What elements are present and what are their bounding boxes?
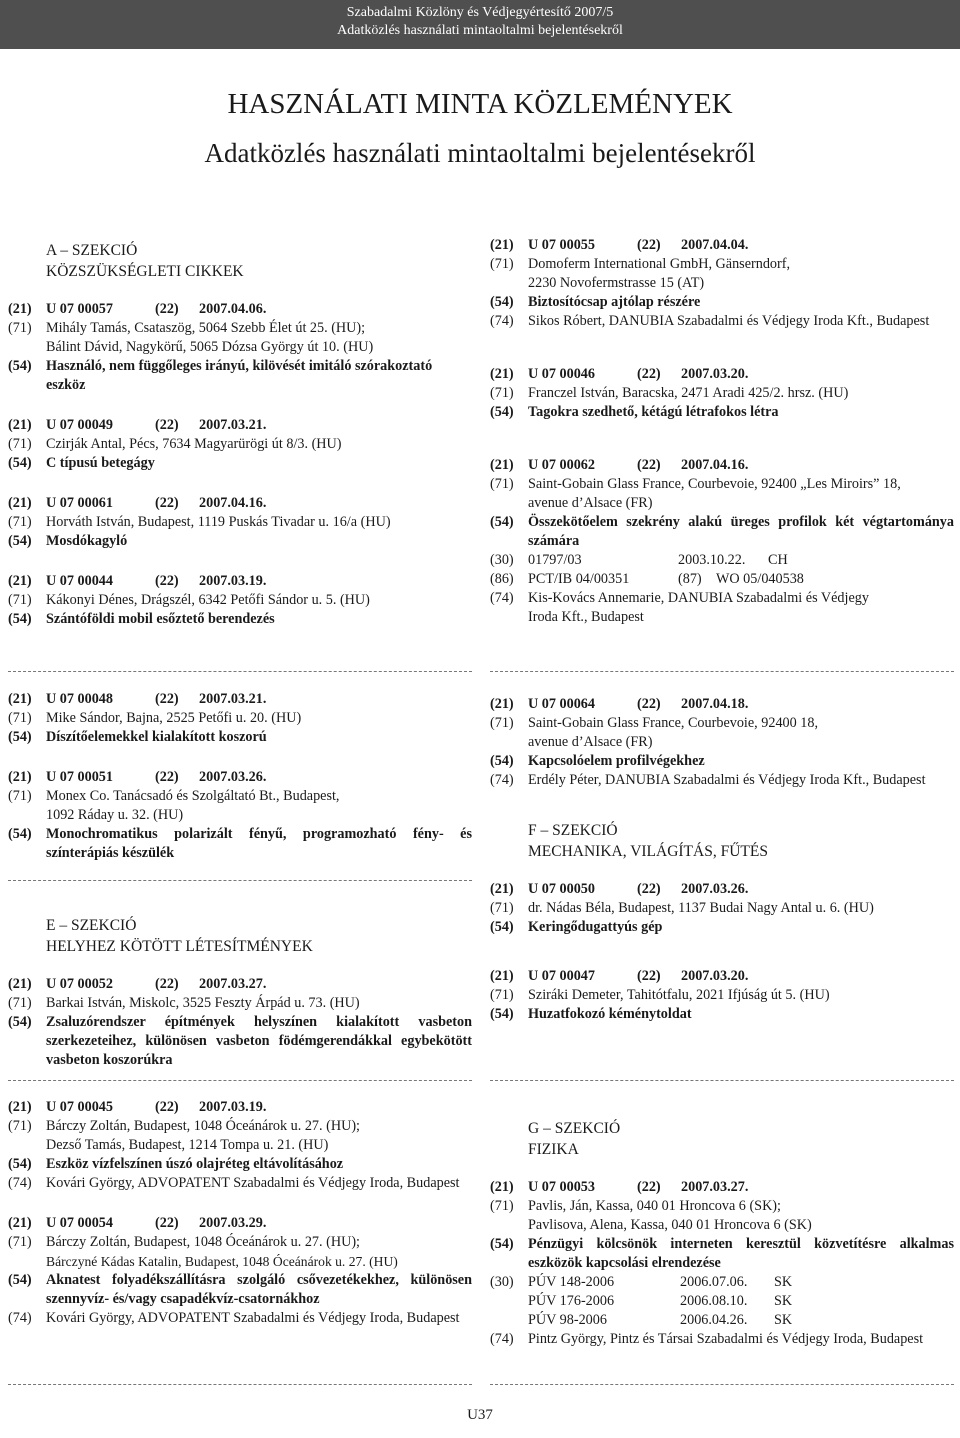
record-u0700053: (21) U 07 00053 (22) 2007.03.27. (71) Pavlis, Ján, Kassa, 040 01 Hroncova 6 (SK); Pavlisova, Alena, Kassa, 040 01 Hroncova 6 (SK) (54) Pénzügyi kölcsönök interneten keresztül közvetítésre alkalmas eszközök kapcsolási elrendezése (30) PÚV 148-2006 2006.07.06. SK PÚV 176-2006 2006.08.10. SK PÚV 98-2006 2006.04.26. SK (74) Pintz György, Pintz és Társai Szabadalmi és Védjegy Iroda, Budapest [490,1179,954,1347]
left-column-upper [8,240,472,650]
record-u0700051: (21) U 07 00051 (22) 2007.03.26. (71) Monex Co. Tanácsadó és Szolgáltató Bt., Budapest, 1092 Ráday u. 32. (HU) (54) Monochromatikus polarizált fényű, programozható fény- és színterápiás készülék [8,769,472,861]
section-letter: A – SZEKCIÓ [46,242,138,259]
filing-date: 2007.04.06. [199,301,267,317]
left-column-lower [8,1098,472,1349]
applicant: Bálint Dávid, Nagykörű, 5065 Dózsa György út 10. (HU) [46,339,374,355]
page-title: HASZNÁLATI MINTA KÖZLEMÉNYEK [227,88,733,120]
record-u0700049: (21) U 07 00049 (22) 2007.03.21. (71) Czirják Antal, Pécs, 7634 Magyarürögi út 8/3. (HU) (54) C típusú betegágy [8,417,342,471]
page-number: U37 [467,1407,493,1423]
record-u0700061: (21) U 07 00061 (22) 2007.04.16. (71) Horváth István, Budapest, 1119 Puskás Tivadar u. 16/a (HU) (54) Mosdókagyló [8,495,391,549]
record-u0700054: (21) U 07 00054 (22) 2007.03.29. (71) Bárczy Zoltán, Budapest, 1048 Óceánárok u. 27. (HU); Bárczyné Kádas Katalin, Budapest, 1048 Óceánárok u. 27. (HU) (54) Aknatest folyadékszállításra szolgáló csővezetékekhez, különösen szennyvíz- és/vagy csapadékvíz-csatornákhoz (74) Kovári György, ADVOPATENT Szabadalmi és Védjegy Iroda, Budapest [8,1215,472,1326]
record-u0700052: (21) U 07 00052 (22) 2007.03.27. (71) Barkai István, Miskolc, 3525 Feszty Árpád u. 73. (HU) (54) Zsaluzórendszer építmények helyszínen kialakított vasbeton szerkezeteihez, különösen vasbeton födémgerendákkal egybekötött vasbeton koszorúkra [8,976,472,1068]
record-u0700046: (21) U 07 00046 (22) 2007.03.20. (71) Franczel István, Baracska, 2471 Aradi 425/2. hrsz. (HU) (54) Tagokra szedhető, kétágú létrafokos létra [490,366,849,420]
divider [8,880,472,881]
section-a-heading [8,240,472,282]
left-column-middle [8,690,472,884]
application-number: U 07 00057 [46,301,113,317]
divider [8,1080,472,1081]
applicant: Mihály Tamás, Csataszög, 5064 Szebb Élet út 25. (HU); [46,320,366,336]
record-u0700057: (21) U 07 00057 (22) 2007.04.06. (71) Mihály Tamás, Csataszög, 5064 Szebb Élet út 25. (HU); Bálint Dávid, Nagykörű, 5065 Dózsa György út 10. (HU) (54) Használó, nem függőleges irányú, kilövését imitáló szórakoztató eszköz [8,300,472,395]
header-subtitle: Adatközlés használati mintaoltalmi bejelentésekről [337,23,623,38]
journal-title: Szabadalmi Közlöny és Védjegyértesítő 2007/5 [346,5,614,20]
right-column-middle [490,695,954,1045]
record-u0700055: (21) U 07 00055 (22) 2007.04.04. (71) Domoferm International GmbH, Gänserndorf, 2230 Novofermstrasse 15 (AT) (54) Biztosítócsap ajtólap részére (74) Sikos Róbert, DANUBIA Szabadalmi és Védjegy Iroda Kft., Budapest [490,237,930,329]
section-e-heading: E – SZEKCIÓ HELYHEZ KÖTÖTT LÉTESÍTMÉNYEK [46,917,313,955]
section-f-heading: F – SZEKCIÓ MECHANIKA, VILÁGÍTÁS, FŰTÉS [528,822,768,860]
right-column-lower [490,1118,954,1370]
divider [490,1384,954,1385]
divider [490,671,954,672]
record-u0700062: (21) U 07 00062 (22) 2007.04.16. (71) Saint-Gobain Glass France, Courbevoie, 92400 „Les Miroirs” 18, avenue d’Alsace (FR) (54) Összekötőelem szekrény alakú üreges profilok két végtartománya számára (30) 01797/03 2003.10.22. CH (86) PCT/IB 04/00351 (87) WO 05/040538 (74) Kis-Kovács Annemarie, DANUBIA Szabadalmi és Védjegy Iroda Kft., Budapest [490,457,954,625]
page-subtitle: Adatközlés használati mintaoltalmi bejelentésekről [204,138,756,168]
right-column-upper [490,236,954,648]
left-column-section-e [8,915,472,1091]
record-u0700050: (21) U 07 00050 (22) 2007.03.26. (71) dr. Nádas Béla, Budapest, 1137 Budai Nagy Antal u. 6. (HU) (54) Keringődugattyús gép [490,881,874,935]
divider [490,1080,954,1081]
record-u0700045: (21) U 07 00045 (22) 2007.03.19. (71) Bárczy Zoltán, Budapest, 1048 Óceánárok u. 27. (HU); Dezső Tamás, Budapest, 1214 Tompa u. 21. (HU) (54) Eszköz vízfelszínen úszó olajréteg eltávolításához (74) Kovári György, ADVOPATENT Szabadalmi és Védjegy Iroda, Budapest [8,1099,460,1191]
record-u0700047: (21) U 07 00047 (22) 2007.03.20. (71) Sziráki Demeter, Tahitótfalu, 2021 Ifjúság út 5. (HU) (54) Huzatfokozó kéménytoldat [490,968,830,1022]
record-u0700044: (21) U 07 00044 (22) 2007.03.19. (71) Kákonyi Dénes, Drágszél, 6342 Petőfi Sándor u. 5. (HU) (54) Szántóföldi mobil esőztető berendezés [8,573,370,627]
divider [8,671,472,672]
section-g-heading: G – SZEKCIÓ FIZIKA [528,1120,621,1158]
record-u0700064: (21) U 07 00064 (22) 2007.04.18. (71) Saint-Gobain Glass France, Courbevoie, 92400 18, avenue d’Alsace (FR) (54) Kapcsolóelem profilvégekhez (74) Erdély Péter, DANUBIA Szabadalmi és Védjegy Iroda Kft., Budapest [490,696,926,788]
record-u0700048: (21) U 07 00048 (22) 2007.03.21. (71) Mike Sándor, Bajna, 2525 Petőfi u. 20. (HU) (54) Díszítőelemekkel kialakított koszorú [8,691,302,745]
invention-title: Használó, nem függőleges irányú, kilövését imitáló szórakoztató eszköz [46,358,433,393]
divider [8,1384,472,1385]
running-header [0,0,960,49]
section-name: KÖZSZÜKSÉGLETI CIKKEK [46,263,244,280]
